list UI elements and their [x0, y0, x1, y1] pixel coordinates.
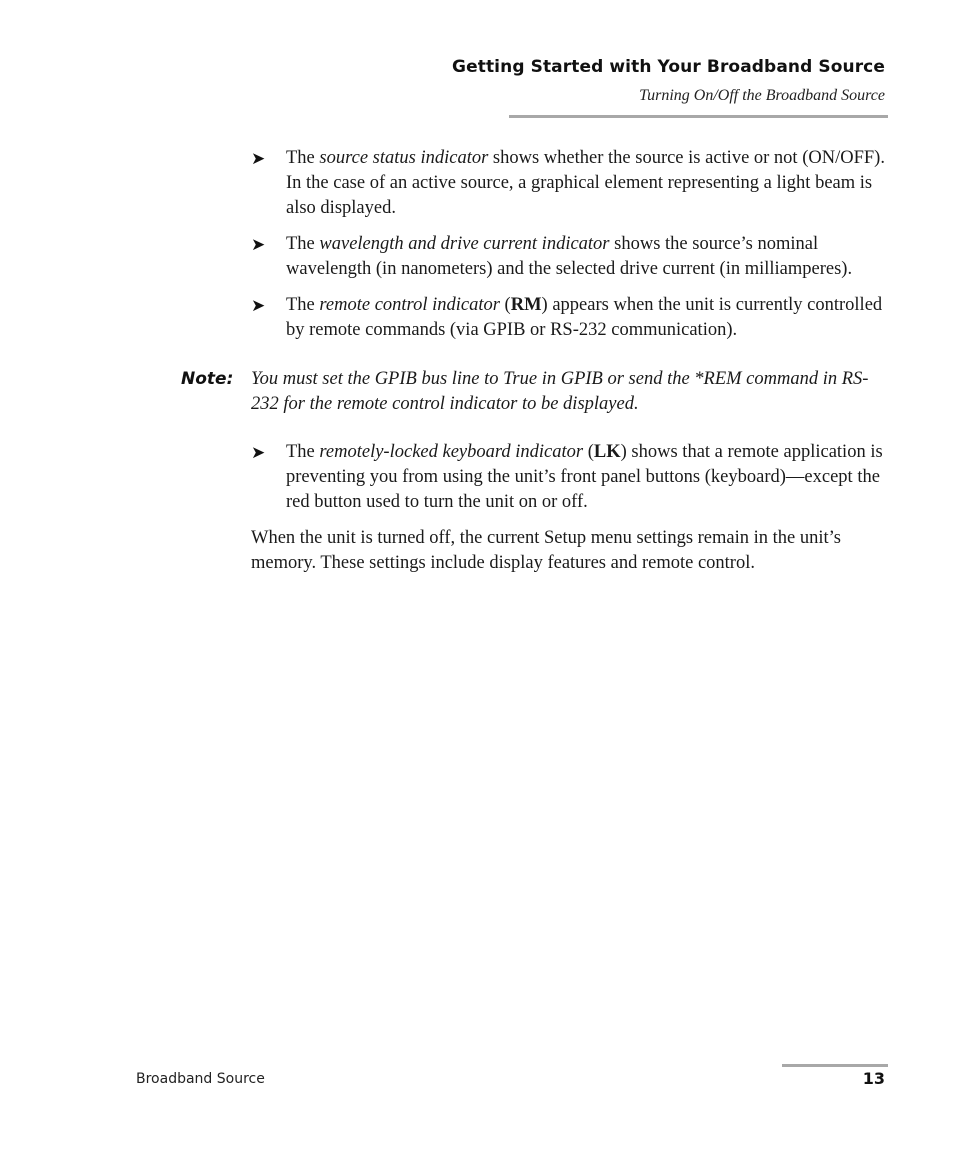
footer-product-name: Broadband Source: [136, 1071, 265, 1087]
bullet-item-remote-control: [251, 293, 891, 343]
note-label: Note:: [181, 369, 234, 389]
bullet-text-pre: The: [286, 295, 320, 315]
bullet-paren-close: ): [541, 295, 548, 315]
arrow-bullet-icon: ➤: [251, 149, 266, 169]
bullet-item-source-status: [251, 146, 891, 221]
running-header-title: Getting Started with Your Broadband Source: [452, 57, 885, 77]
running-header-subtitle: Turning On/Off the Broadband Source: [639, 87, 885, 104]
page-body: [181, 146, 891, 576]
footer-rule: [782, 1064, 888, 1067]
header-rule: [509, 115, 888, 118]
bullet-paren-open: (: [499, 295, 511, 315]
bullet-term: wavelength and drive current indicator: [319, 234, 610, 254]
bullet-paren-close: ): [620, 442, 627, 462]
arrow-bullet-icon: ➤: [251, 296, 266, 316]
bullet-text-pre: The: [286, 234, 320, 254]
note-text: You must set the GPIB bus line to True in GPIB or send the *REM command in RS-232 for the remote control indicator to be displayed.: [251, 369, 869, 414]
bullet-text-post: appears when the unit is currently controlled by remote commands (via GPIB or RS-232 communication).: [286, 295, 883, 340]
bullet-term: remotely-locked keyboard indicator: [319, 442, 584, 462]
note-block: [181, 367, 891, 417]
bullet-item-locked-keyboard: [251, 440, 891, 515]
bullet-item-wavelength: [251, 232, 891, 282]
bullet-text-pre: The: [286, 148, 320, 168]
bullet-text-post: shows the source’s nominal wavelength (in nanometers) and the selected drive current (in milliamperes).: [286, 234, 853, 279]
rm-indicator-code: RM: [510, 295, 542, 315]
lk-indicator-code: LK: [593, 442, 621, 462]
page-number: 13: [862, 1069, 885, 1088]
bullet-text-post: shows whether the source is active or not (ON/OFF). In the case of an active source, a graphical element representing a light beam is also displayed.: [286, 148, 885, 218]
bullet-term: source status indicator: [319, 148, 489, 168]
arrow-bullet-icon: ➤: [251, 235, 266, 255]
closing-paragraph: When the unit is turned off, the current Setup menu settings remain in the unit’s memory. These settings include display features and remote control.: [251, 528, 841, 573]
bullet-text-pre: The: [286, 442, 320, 462]
bullet-text-post: shows that a remote application is preventing you from using the unit’s front panel buttons (keyboard)—except the red button used to turn the unit on or off.: [286, 442, 883, 512]
bullet-paren-open: (: [583, 442, 594, 462]
bullet-term: remote control indicator: [319, 295, 500, 315]
arrow-bullet-icon: ➤: [251, 443, 266, 463]
